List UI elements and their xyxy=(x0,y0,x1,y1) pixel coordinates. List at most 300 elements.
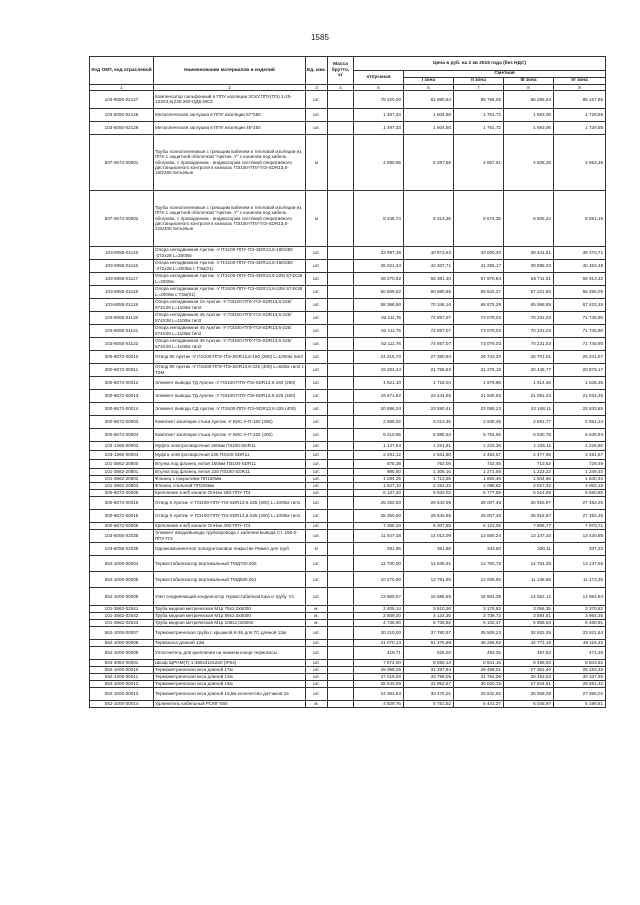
price-zone4: 8 551,18 xyxy=(554,190,606,246)
price-zone1: 1 251,81 xyxy=(404,441,454,450)
price-zone1: 74 857,07 xyxy=(404,337,454,350)
price-zone2: 5 754,65 xyxy=(454,428,504,441)
table-row xyxy=(90,482,606,489)
price-release: 2 281,12 xyxy=(354,450,404,459)
price-zone2: 2 494,57 xyxy=(454,450,504,459)
price-zone3: 26 916,97 xyxy=(504,509,554,522)
price-release: 1 497,33 xyxy=(354,121,404,134)
item-mass xyxy=(328,700,354,707)
price-zone2: 41 265,17 xyxy=(454,259,504,272)
price-zone1: 2 531,80 xyxy=(404,450,454,459)
item-code: 300-8672-00012 xyxy=(90,376,154,389)
item-unit: шт. xyxy=(306,90,328,108)
header-code: Код ОКП, код отраслевой xyxy=(90,57,154,85)
price-zone1: 5 751,52 xyxy=(404,700,454,707)
price-release: 62 111,76 xyxy=(354,311,404,324)
price-zone3: 8 496,03 xyxy=(504,659,554,666)
table-row xyxy=(90,285,606,298)
item-mass xyxy=(328,459,354,468)
price-zone4: 8 603,82 xyxy=(554,659,606,666)
price-zone1: 3 013,45 xyxy=(404,415,454,428)
price-zone2: 4 867,51 xyxy=(454,134,504,190)
item-mass xyxy=(328,509,354,522)
item-unit: шт. xyxy=(306,350,328,363)
table-row xyxy=(90,468,606,475)
item-code: 103-8055-01118 xyxy=(90,285,154,298)
item-mass xyxy=(328,529,354,542)
price-release: 2 405,14 xyxy=(354,605,404,612)
item-code: 103-8050-02127 xyxy=(90,90,154,108)
table-row xyxy=(90,555,606,571)
price-release: 7 872,00 xyxy=(354,659,404,666)
table-row xyxy=(90,246,606,259)
price-zone1: 37 780,97 xyxy=(404,626,454,639)
price-zone3: 57 221,80 xyxy=(504,285,554,298)
item-mass xyxy=(328,190,354,246)
item-name: Труба медная метрическая М1р 76x2,0x5000 xyxy=(154,605,306,612)
item-name: Трубы полиэтиленовые с греющим кабелем в тепловой изоляции из ППУ с защитной оболочкой "Арктик- У" с каналом под кабель обогрева, с проводником - индикатором системой оперативного дистанционного контроля в каналах ПЭ100-ППУ-ПЭ-SDR13,6-225/400 питьевые xyxy=(154,190,306,246)
price-zone4: 30 337,96 xyxy=(554,673,606,680)
column-number: 9 xyxy=(554,84,606,90)
item-unit: шт. xyxy=(306,285,328,298)
price-release: 24 362,63 xyxy=(354,687,404,700)
price-zone1: 8 650,14 xyxy=(404,659,454,666)
price-zone4: 40 453,49 xyxy=(554,259,606,272)
item-unit: шт. xyxy=(306,687,328,700)
price-release: 8 245,74 xyxy=(354,190,404,246)
item-unit: шт. xyxy=(306,337,328,350)
price-zone4: 3 964,35 xyxy=(554,612,606,619)
table-body xyxy=(90,90,606,707)
column-number: 8 xyxy=(504,84,554,90)
item-name: Отвод 90 Арктик -У ПЭ100-ППУ-ПЭ-SDR13,6-160 (280) L=1000м тип3 xyxy=(154,350,306,363)
price-zone2: 15 691,35 xyxy=(454,587,504,605)
price-zone3: 70 231,03 xyxy=(504,337,554,350)
price-zone1: 70 346,16 xyxy=(404,298,454,311)
price-zone2: 1 271,59 xyxy=(454,468,504,475)
item-mass xyxy=(328,468,354,475)
item-mass xyxy=(328,555,354,571)
table-row xyxy=(90,324,606,337)
table-row xyxy=(90,496,606,509)
price-release: 1 521,10 xyxy=(354,376,404,389)
table-row xyxy=(90,587,606,605)
item-code: 552-1000-00006 xyxy=(90,587,154,605)
item-name: Фланец с покрытием ПП160мм xyxy=(154,475,306,482)
item-mass xyxy=(328,489,354,496)
price-zone2: 73 079,03 xyxy=(454,337,504,350)
price-zone2: 21 945,93 xyxy=(454,389,504,402)
price-zone2: 5 441,27 xyxy=(454,700,504,707)
price-zone2: 29 499,01 xyxy=(454,666,504,673)
item-code: 552-1000-00004 xyxy=(90,555,154,571)
price-zone4: 2 062,18 xyxy=(554,482,606,489)
item-mass xyxy=(328,659,354,666)
price-release: 58 368,90 xyxy=(354,298,404,311)
item-mass xyxy=(328,324,354,337)
item-code: 552-1000-00014 xyxy=(90,700,154,707)
item-unit: шт. xyxy=(306,680,328,687)
table-row xyxy=(90,680,606,687)
price-zone2: 742,45 xyxy=(454,459,504,468)
table-row xyxy=(90,441,606,450)
item-code: 552-1000-00007 xyxy=(90,626,154,639)
item-code: 103-8055-01115 xyxy=(90,246,154,259)
table-row xyxy=(90,337,606,350)
item-code: 101-3862-20803 xyxy=(90,482,154,489)
price-zone3: 1 693,06 xyxy=(504,121,554,134)
price-release: 675,38 xyxy=(354,459,404,468)
table-row xyxy=(90,134,606,190)
item-name: Термометрическая коса длиной 15м xyxy=(154,680,306,687)
price-zone3: 26 916,97 xyxy=(504,496,554,509)
price-release: 24 215,70 xyxy=(354,350,404,363)
item-code: 101-3862-02543 xyxy=(90,619,154,626)
item-code: 300-8673-00005 xyxy=(90,489,154,496)
item-unit: шт. xyxy=(306,389,328,402)
item-mass xyxy=(328,612,354,619)
item-code: 552-1000-00013 xyxy=(90,687,154,700)
price-zone4: 7 970,71 xyxy=(554,522,606,529)
item-unit: шт. xyxy=(306,522,328,529)
table-row xyxy=(90,646,606,659)
item-name: Термометрическая коса длиной 15,5м количество датчиков 16 xyxy=(154,687,306,700)
price-zone1: 9 314,35 xyxy=(404,190,454,246)
price-zone4: 26 241,67 xyxy=(554,350,606,363)
table-row xyxy=(90,415,606,428)
price-zone2: 68 675,28 xyxy=(454,298,504,311)
price-zone4: 1 729,58 xyxy=(554,121,606,134)
price-zone4: 71 745,90 xyxy=(554,337,606,350)
item-name: Уплотнитель для крепления на нижнем конце термокосы xyxy=(154,646,306,659)
item-unit: шт. xyxy=(306,311,328,324)
item-name: Металлическая заглушка в ППУ изоляции 45*250 xyxy=(154,121,306,134)
price-zone1: 1 718,04 xyxy=(404,376,454,389)
price-zone3: 55 711,51 xyxy=(504,272,554,285)
table-row xyxy=(90,571,606,587)
price-zone3: 5 530,78 xyxy=(504,428,554,441)
price-zone2: 12 008,90 xyxy=(454,571,504,587)
item-unit: шт. xyxy=(306,482,328,489)
price-zone2: 21 275,18 xyxy=(454,363,504,376)
item-name: Труба медная метрическая М1р 89x2,0x5000 xyxy=(154,612,306,619)
item-code: 101-3862-02541 xyxy=(90,605,154,612)
price-release: 78 320,00 xyxy=(354,90,404,108)
item-name: Опора неподвижная 15 Арктик -У ПЭ100-ППУ-ПЭ-SDR13,6-225/ 574X28 L=1100м тип2 xyxy=(154,298,306,311)
price-release: 2 809,20 xyxy=(354,612,404,619)
item-name: Опора неподвижная 45 Арктик -У ПЭ100-ППУ-ПЭ-SDR13,6-225/ 574X28 L=1100м тип2 xyxy=(154,311,306,324)
price-release: 13 969,57 xyxy=(354,587,404,605)
price-zone1: 6 736,92 xyxy=(404,619,454,626)
price-release: 62 111,76 xyxy=(354,324,404,337)
table-row xyxy=(90,639,606,646)
price-zone4: 46 116,33 xyxy=(554,639,606,646)
item-unit: шт. xyxy=(306,555,328,571)
table-row xyxy=(90,605,606,612)
item-unit: кг xyxy=(306,542,328,555)
item-unit: шт. xyxy=(306,441,328,450)
item-unit: шт. xyxy=(306,496,328,509)
item-unit: шт. xyxy=(306,673,328,680)
price-zone4: 28 183,48 xyxy=(554,666,606,673)
price-release: 7 355,34 xyxy=(354,522,404,529)
price-zone1: 6 932,02 xyxy=(404,489,454,496)
item-code: 103-8055-02035 xyxy=(90,529,154,542)
price-zone3: 65 998,85 xyxy=(504,298,554,311)
price-zone1: 8 307,65 xyxy=(404,522,454,529)
price-zone3: 12 754,35 xyxy=(504,555,554,571)
item-code: 103-8055-01122 xyxy=(90,337,154,350)
price-zone1: 351,86 xyxy=(404,542,454,555)
item-code: 300-8672-00004 xyxy=(90,428,154,441)
price-zone4: 1 249,40 xyxy=(554,468,606,475)
item-name: Опора неподвижная 45 Арктик -У ПЭ100-ППУ-ПЭ-SDR13,6-225/ 574X28 L=1100м тип2 xyxy=(154,337,306,350)
price-zone4: 3 370,82 xyxy=(554,605,606,612)
item-name: Крепление в ж/б канале ОпНан 400-ППУ-ПЭ xyxy=(154,522,306,529)
item-unit: шт. xyxy=(306,646,328,659)
item-unit: шт. xyxy=(306,376,328,389)
table-row xyxy=(90,475,606,482)
price-zone4: 71 745,90 xyxy=(554,311,606,324)
price-release: 62 111,76 xyxy=(354,337,404,350)
price-zone2: 40 000,40 xyxy=(454,246,504,259)
item-mass xyxy=(328,402,354,415)
item-unit: шт. xyxy=(306,459,328,468)
price-zone4: 58 456,09 xyxy=(554,285,606,298)
price-zone1: 1 604,58 xyxy=(404,108,454,121)
price-zone2: 1 761,72 xyxy=(454,121,504,134)
price-zone3: 1 604,66 xyxy=(504,475,554,482)
item-mass xyxy=(328,108,354,121)
table-row xyxy=(90,389,606,402)
price-zone2: 89 796,06 xyxy=(454,90,504,108)
price-zone3: 1 225,11 xyxy=(504,441,554,450)
item-code: 507-0672-00001 xyxy=(90,134,154,190)
price-release: 25 350,50 xyxy=(354,496,404,509)
price-zone4: 27 482,25 xyxy=(554,496,606,509)
price-release: 20 886,24 xyxy=(354,402,404,415)
column-number: 6 xyxy=(404,84,454,90)
price-zone4: 13 430,68 xyxy=(554,529,606,542)
item-unit: шт. xyxy=(306,509,328,522)
header-release: отпускная xyxy=(354,71,404,85)
price-zone3: 3 056,35 xyxy=(504,605,554,612)
price-zone1: 1 305,16 xyxy=(404,468,454,475)
price-zone3: 27 844,81 xyxy=(504,680,554,687)
price-zone4: 28 681,42 xyxy=(554,680,606,687)
price-release: 1 127,84 xyxy=(354,441,404,450)
price-zone3: 27 361,40 xyxy=(504,666,554,673)
header-mass: Масса брутто, кг xyxy=(328,57,354,85)
column-number: 2 xyxy=(154,84,306,90)
price-zone2: 6 777,69 xyxy=(454,489,504,496)
price-zone1: 21 758,63 xyxy=(404,363,454,376)
item-mass xyxy=(328,626,354,639)
table-row xyxy=(90,542,606,555)
price-release: 1 497,33 xyxy=(354,108,404,121)
item-code: 552-1000-00010 xyxy=(90,666,154,673)
price-zone2: 30 020,19 xyxy=(454,680,504,687)
price-zone3: 457,53 xyxy=(504,646,554,659)
item-name: Втулка под фланец литая 225 П3100-SDR11 xyxy=(154,468,306,475)
item-mass xyxy=(328,680,354,687)
price-zone1: 28 643,96 xyxy=(404,509,454,522)
header-zone2: II зона xyxy=(454,77,504,84)
item-name: Комплект изоляции стыка Арктик -У КИС-У-П-160 (280) xyxy=(154,415,306,428)
table-row xyxy=(90,619,606,626)
price-release: 25 350,50 xyxy=(354,509,404,522)
price-zone1: 23 590,41 xyxy=(404,402,454,415)
item-mass xyxy=(328,298,354,311)
item-unit: м xyxy=(306,134,328,190)
price-zone3: 2 477,86 xyxy=(504,450,554,459)
item-name: Муфта электросварочная 160мм П3100-SDR11 xyxy=(154,441,306,450)
item-name: Термокоса длиной 13м xyxy=(154,639,306,646)
item-name: Крепление в ж/б канале ОпНан 280-ППУ-ПЭ xyxy=(154,489,306,496)
table-row xyxy=(90,659,606,666)
price-zone3: 7 806,77 xyxy=(504,522,554,529)
price-release: 5 210,96 xyxy=(354,428,404,441)
price-zone4: 1 648,35 xyxy=(554,376,606,389)
price-zone4: 56 913,32 xyxy=(554,272,606,285)
price-zone2: 48 268,92 xyxy=(454,639,504,646)
price-zone4: 6 468,91 xyxy=(554,619,606,626)
item-code: 300-8672-00006 xyxy=(90,522,154,529)
price-zone3: 25 701,01 xyxy=(504,350,554,363)
price-zone4: 21 534,36 xyxy=(554,389,606,402)
price-release: 33 997,38 xyxy=(354,246,404,259)
price-zone2: 8 574,35 xyxy=(454,190,504,246)
price-zone2: 1 679,86 xyxy=(454,376,504,389)
price-table xyxy=(89,56,606,708)
item-mass xyxy=(328,337,354,350)
item-code: 300-8672-00016 xyxy=(90,509,154,522)
item-name: Отвод 5 Арктик -У ПЭ100-ППУ-ПЭ-SDR13,6-225 (400) L=1000м тип1 xyxy=(154,496,306,509)
price-release: 4 829,76 xyxy=(354,700,404,707)
price-zone3: 29 453,02 xyxy=(504,673,554,680)
item-name: Компенсатор сильфонный в ППУ изоляции 2СКУ.ППУ(ПЭ).1-25-133Х4,5(225-260-ОДК-МСЗ xyxy=(154,90,306,108)
table-row xyxy=(90,259,606,272)
price-zone4: 1 640,34 xyxy=(554,475,606,482)
price-zone1: 30 476,01 xyxy=(404,687,454,700)
price-zone1: 762,05 xyxy=(404,459,454,468)
header-zone4: IV зона xyxy=(554,77,606,84)
table-row xyxy=(90,673,606,680)
item-mass xyxy=(328,259,354,272)
item-mass xyxy=(328,587,354,605)
item-name: Элемент вывода ТД Арктик -У ПЭ100-ППУ-ПЭ-SDR13,6-225 (400) xyxy=(154,389,306,402)
item-code: 103-8050-02128 xyxy=(90,108,154,121)
price-release: 25 543,00 xyxy=(354,680,404,687)
item-mass xyxy=(328,441,354,450)
item-code: 101-3862-20801 xyxy=(90,468,154,475)
price-zone1: 60 990,96 xyxy=(404,285,454,298)
price-zone4: 67 422,48 xyxy=(554,298,606,311)
table-row xyxy=(90,90,606,108)
price-zone1: 27 350,94 xyxy=(404,350,454,363)
item-code: 552-1000-00008 xyxy=(90,639,154,646)
item-name: Опора неподвижная Арктик -У ПЭ100-ППУ-ПЭ-SDR13,6-160/280 -372x28 L=2000м xyxy=(154,246,306,259)
item-unit: шт. xyxy=(306,363,328,376)
price-zone4: 20 878,17 xyxy=(554,363,606,376)
price-zone4: 22 633,65 xyxy=(554,402,606,415)
price-zone2: 35 505,23 xyxy=(454,626,504,639)
price-zone2: 73 079,03 xyxy=(454,324,504,337)
price-zone2: 28 007,49 xyxy=(454,509,504,522)
item-unit: шт. xyxy=(306,402,328,415)
price-zone1: 1 713,55 xyxy=(404,475,454,482)
price-zone1: 5 885,63 xyxy=(404,428,454,441)
item-name: Муфта электросварочная 225 П3100-SDR11 xyxy=(154,450,306,459)
table-row xyxy=(90,450,606,459)
item-code: 103-8055-01119 xyxy=(90,298,154,311)
price-zone1: 14 635,91 xyxy=(404,555,454,571)
price-zone1: 1 604,58 xyxy=(404,121,454,134)
price-zone1: 16 685,65 xyxy=(404,587,454,605)
price-zone4: 4 654,38 xyxy=(554,134,606,190)
item-mass xyxy=(328,605,354,612)
item-code: 103-8055-01120 xyxy=(90,311,154,324)
price-zone3: 20 446,77 xyxy=(504,363,554,376)
price-zone2: 73 079,03 xyxy=(454,311,504,324)
price-zone3: 2 831,77 xyxy=(504,415,554,428)
price-zone1: 81 980,84 xyxy=(404,90,454,108)
item-name: Отвод 5 Арктик -У ПЭ100-ППУ-ПЭ-SDR13,6-225 (400) L=1000м тип1 xyxy=(154,509,306,522)
price-zone1: 4 124,35 xyxy=(404,612,454,619)
table-row xyxy=(90,459,606,468)
table-row xyxy=(90,489,606,496)
price-release: 41 070,13 xyxy=(354,639,404,646)
price-zone3: 13 147,10 xyxy=(504,529,554,542)
item-code: 552-1000-00011 xyxy=(90,673,154,680)
price-zone4: 27 482,25 xyxy=(554,509,606,522)
item-name: Труба медная метрическая М1р 108x2,0x5000 xyxy=(154,619,306,626)
table-row xyxy=(90,626,606,639)
item-code: 300-8672-00003 xyxy=(90,415,154,428)
item-name: Втулка под фланец литая 160мм П3100-SDR11 xyxy=(154,459,306,468)
item-name: Элемент вывода ТД Арктик -У ПЭ100-ППУ-ПЭ-SDR13,6-160 (280) xyxy=(154,376,306,389)
price-zone3: 6 514,09 xyxy=(504,489,554,496)
price-zone2: 23 065,23 xyxy=(454,402,504,415)
price-zone4: 5 198,61 xyxy=(554,700,606,707)
price-release: 1 627,10 xyxy=(354,482,404,489)
price-zone2: 59 542,27 xyxy=(454,285,504,298)
price-zone3: 713,62 xyxy=(504,459,554,468)
price-zone3: 1 222,22 xyxy=(504,468,554,475)
item-code: 101-3862-20802 xyxy=(90,475,154,482)
price-zone4: 27 356,02 xyxy=(554,687,606,700)
item-mass xyxy=(328,646,354,659)
price-zone2: 28 007,49 xyxy=(454,496,504,509)
price-zone1: 42 207,71 xyxy=(404,259,454,272)
price-zone2: 13 750,78 xyxy=(454,555,504,571)
item-name: Термометрическая коса длиной 17м xyxy=(154,666,306,673)
item-unit: шт. xyxy=(306,639,328,646)
price-release: 419,71 xyxy=(354,646,404,659)
price-zone4: 471,28 xyxy=(554,646,606,659)
item-mass xyxy=(328,475,354,482)
table-row xyxy=(90,522,606,529)
item-code: 103-8055-01117 xyxy=(90,272,154,285)
item-mass xyxy=(328,121,354,134)
price-zone4: 88 157,96 xyxy=(554,90,606,108)
item-unit: шт. xyxy=(306,324,328,337)
price-zone2: 26 743,20 xyxy=(454,350,504,363)
price-release: 4 690,96 xyxy=(354,134,404,190)
item-unit: шт. xyxy=(306,475,328,482)
price-zone3: 1 614,46 xyxy=(504,376,554,389)
item-code: 503-4084-00001 xyxy=(90,659,154,666)
